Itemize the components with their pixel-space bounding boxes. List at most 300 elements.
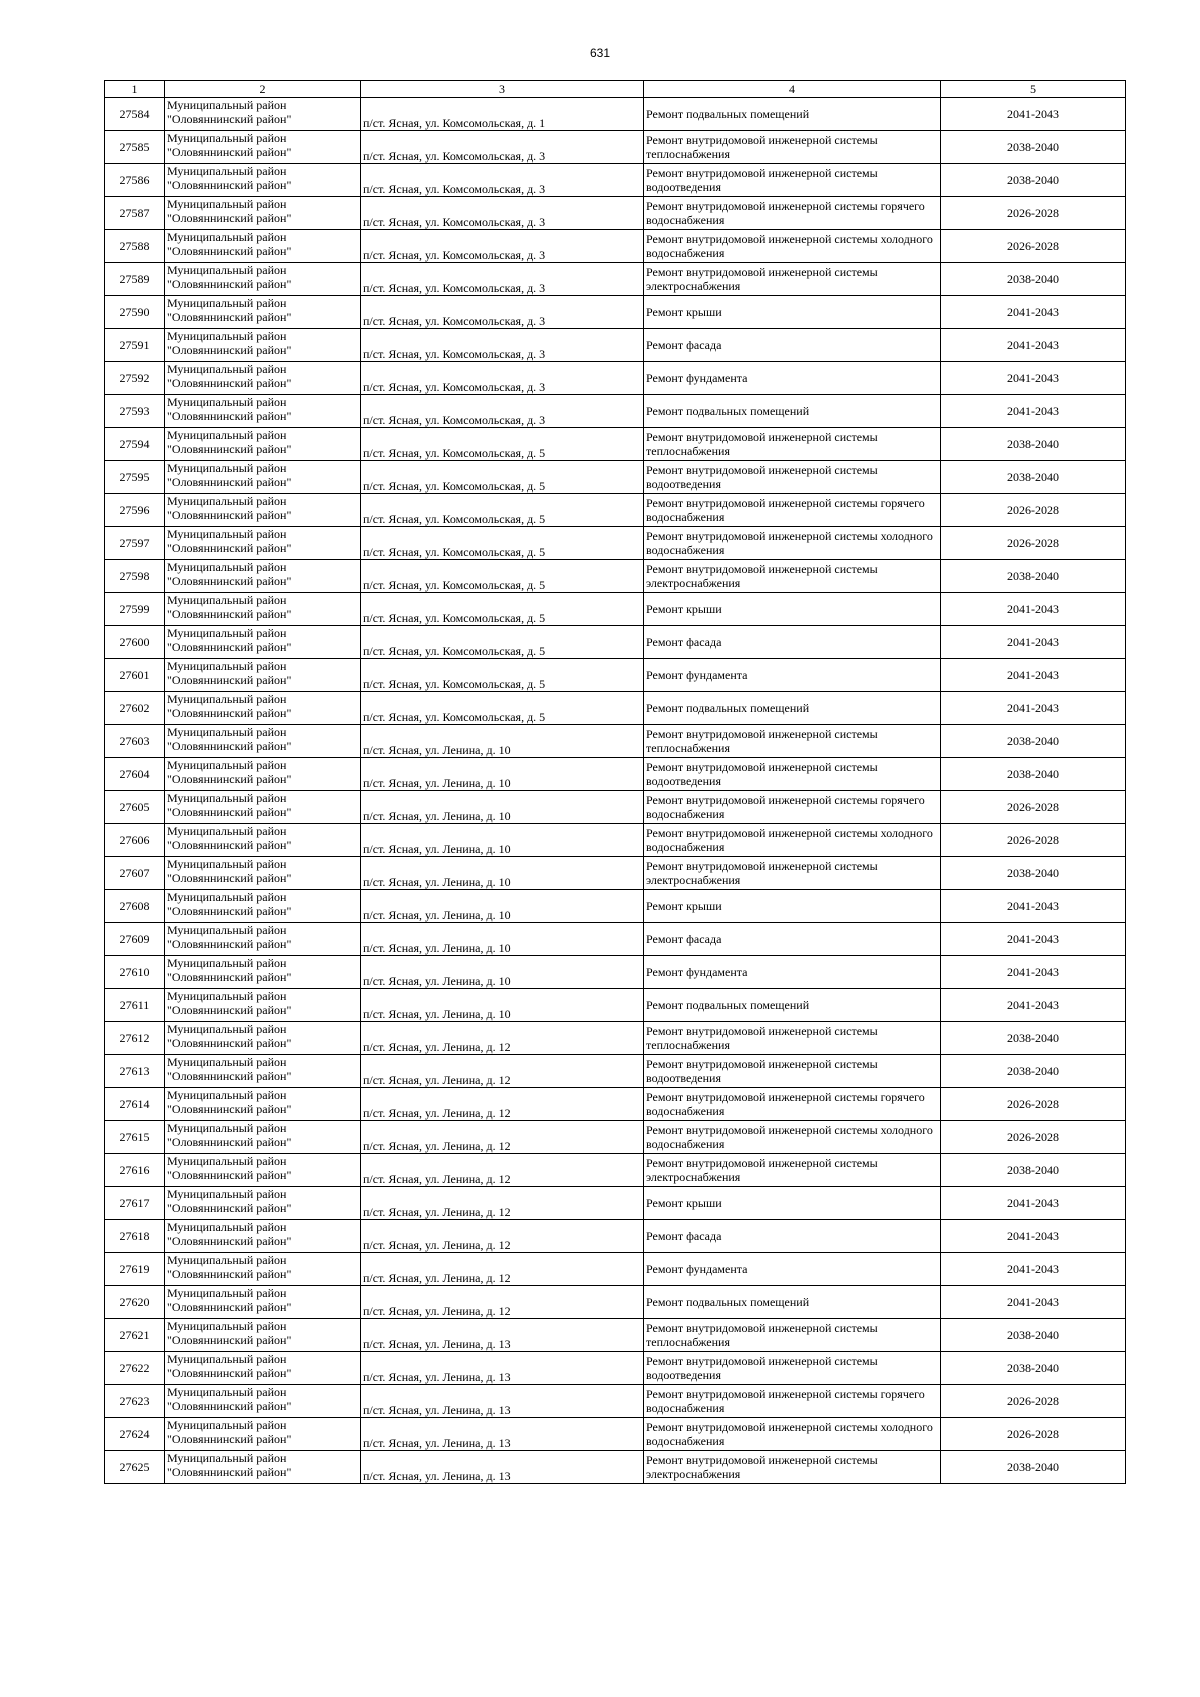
period-cell: 2026-2028	[941, 230, 1126, 263]
municipality-cell	[165, 1121, 361, 1154]
municipality-name: "Оловяннинский район"	[167, 343, 292, 357]
municipality-name: "Оловяннинский район"	[167, 1201, 292, 1215]
row-number-cell: 27620	[105, 1286, 165, 1319]
address-cell: п/ст. Ясная, ул. Комсомольская, д. 3	[361, 296, 644, 329]
row-number-cell: 27612	[105, 1022, 165, 1055]
work-type-cell: Ремонт внутридомовой инженерной системы водоотведения	[644, 461, 941, 494]
municipality-type: Муниципальный район	[167, 164, 287, 178]
period-cell: 2026-2028	[941, 1088, 1126, 1121]
row-number-cell: 27591	[105, 329, 165, 362]
row-number-cell: 27611	[105, 989, 165, 1022]
municipality-type: Муниципальный район	[167, 296, 287, 310]
row-number-cell: 27623	[105, 1385, 165, 1418]
municipality-name: "Оловяннинский район"	[167, 607, 292, 621]
table-row	[105, 329, 1126, 362]
address-cell: п/ст. Ясная, ул. Комсомольская, д. 3	[361, 230, 644, 263]
municipality-name: "Оловяннинский район"	[167, 739, 292, 753]
address-cell: п/ст. Ясная, ул. Ленина, д. 12	[361, 1220, 644, 1253]
work-type-cell: Ремонт внутридомовой инженерной системы электроснабжения	[644, 857, 941, 890]
municipality-type: Муниципальный район	[167, 725, 287, 739]
municipality-type: Муниципальный район	[167, 197, 287, 211]
work-type-cell: Ремонт внутридомовой инженерной системы теплоснабжения	[644, 131, 941, 164]
column-header-2: 2	[165, 81, 361, 98]
period-cell: 2041-2043	[941, 98, 1126, 131]
municipality-cell	[165, 923, 361, 956]
period-cell: 2038-2040	[941, 164, 1126, 197]
municipality-name: "Оловяннинский район"	[167, 178, 292, 192]
table-row	[105, 1286, 1126, 1319]
address-cell: п/ст. Ясная, ул. Комсомольская, д. 5	[361, 659, 644, 692]
municipality-name: "Оловяннинский район"	[167, 211, 292, 225]
municipality-name: "Оловяннинский район"	[167, 145, 292, 159]
municipality-cell	[165, 164, 361, 197]
period-cell: 2038-2040	[941, 1352, 1126, 1385]
address-cell: п/ст. Ясная, ул. Ленина, д. 12	[361, 1253, 644, 1286]
table-row	[105, 1154, 1126, 1187]
column-header-5: 5	[941, 81, 1126, 98]
work-type-cell: Ремонт подвальных помещений	[644, 98, 941, 131]
municipality-type: Муниципальный район	[167, 362, 287, 376]
municipality-cell	[165, 626, 361, 659]
municipality-cell	[165, 659, 361, 692]
period-cell: 2041-2043	[941, 1253, 1126, 1286]
municipality-name: "Оловяннинский район"	[167, 1366, 292, 1380]
municipality-name: "Оловяннинский район"	[167, 1300, 292, 1314]
work-type-cell: Ремонт крыши	[644, 1187, 941, 1220]
address-cell: п/ст. Ясная, ул. Комсомольская, д. 5	[361, 626, 644, 659]
municipality-type: Муниципальный район	[167, 263, 287, 277]
address-cell: п/ст. Ясная, ул. Ленина, д. 10	[361, 956, 644, 989]
row-number-cell: 27597	[105, 527, 165, 560]
period-cell: 2038-2040	[941, 1319, 1126, 1352]
table-row	[105, 824, 1126, 857]
table-row	[105, 989, 1126, 1022]
row-number-cell: 27622	[105, 1352, 165, 1385]
address-cell: п/ст. Ясная, ул. Ленина, д. 13	[361, 1418, 644, 1451]
row-number-cell: 27609	[105, 923, 165, 956]
period-cell: 2038-2040	[941, 1451, 1126, 1484]
municipality-cell	[165, 1418, 361, 1451]
work-type-cell: Ремонт внутридомовой инженерной системы электроснабжения	[644, 263, 941, 296]
municipality-name: "Оловяннинский район"	[167, 277, 292, 291]
table-row	[105, 560, 1126, 593]
period-cell: 2038-2040	[941, 857, 1126, 890]
work-type-cell: Ремонт подвальных помещений	[644, 395, 941, 428]
municipality-cell	[165, 98, 361, 131]
municipality-name: "Оловяннинский район"	[167, 640, 292, 654]
municipality-name: "Оловяннинский район"	[167, 1465, 292, 1479]
address-cell: п/ст. Ясная, ул. Ленина, д. 10	[361, 989, 644, 1022]
municipality-cell	[165, 824, 361, 857]
period-cell: 2041-2043	[941, 593, 1126, 626]
row-number-cell: 27586	[105, 164, 165, 197]
municipality-cell	[165, 1055, 361, 1088]
row-number-cell: 27615	[105, 1121, 165, 1154]
municipality-type: Муниципальный район	[167, 1187, 287, 1201]
period-cell: 2038-2040	[941, 461, 1126, 494]
row-number-cell: 27601	[105, 659, 165, 692]
address-cell: п/ст. Ясная, ул. Ленина, д. 12	[361, 1286, 644, 1319]
period-cell: 2038-2040	[941, 428, 1126, 461]
municipality-type: Муниципальный район	[167, 1451, 287, 1465]
municipality-type: Муниципальный район	[167, 626, 287, 640]
work-type-cell: Ремонт внутридомовой инженерной системы водоотведения	[644, 758, 941, 791]
municipality-type: Муниципальный район	[167, 659, 287, 673]
period-cell: 2041-2043	[941, 956, 1126, 989]
table-row	[105, 494, 1126, 527]
column-header-1: 1	[105, 81, 165, 98]
work-type-cell: Ремонт внутридомовой инженерной системы электроснабжения	[644, 1154, 941, 1187]
row-number-cell: 27599	[105, 593, 165, 626]
municipality-cell	[165, 395, 361, 428]
address-cell: п/ст. Ясная, ул. Ленина, д. 10	[361, 758, 644, 791]
table-row	[105, 626, 1126, 659]
municipality-name: "Оловяннинский район"	[167, 574, 292, 588]
address-cell: п/ст. Ясная, ул. Комсомольская, д. 3	[361, 362, 644, 395]
municipality-name: "Оловяннинский район"	[167, 805, 292, 819]
municipality-type: Муниципальный район	[167, 890, 287, 904]
address-cell: п/ст. Ясная, ул. Ленина, д. 12	[361, 1121, 644, 1154]
address-cell: п/ст. Ясная, ул. Ленина, д. 12	[361, 1088, 644, 1121]
column-header-3: 3	[361, 81, 644, 98]
table-row	[105, 593, 1126, 626]
period-cell: 2041-2043	[941, 1220, 1126, 1253]
municipality-name: "Оловяннинский район"	[167, 1036, 292, 1050]
table-row	[105, 1187, 1126, 1220]
municipality-type: Муниципальный район	[167, 692, 287, 706]
row-number-cell: 27598	[105, 560, 165, 593]
work-type-cell: Ремонт внутридомовой инженерной системы теплоснабжения	[644, 428, 941, 461]
work-type-cell: Ремонт фасада	[644, 923, 941, 956]
municipality-type: Муниципальный район	[167, 1022, 287, 1036]
work-type-cell: Ремонт фасада	[644, 329, 941, 362]
table-row	[105, 1121, 1126, 1154]
table-row	[105, 1352, 1126, 1385]
municipality-type: Муниципальный район	[167, 329, 287, 343]
municipality-name: "Оловяннинский район"	[167, 706, 292, 720]
table-row	[105, 428, 1126, 461]
municipality-cell	[165, 560, 361, 593]
address-cell: п/ст. Ясная, ул. Комсомольская, д. 3	[361, 395, 644, 428]
period-cell: 2041-2043	[941, 692, 1126, 725]
period-cell: 2026-2028	[941, 1418, 1126, 1451]
table-row	[105, 1088, 1126, 1121]
period-cell: 2026-2028	[941, 197, 1126, 230]
municipality-name: "Оловяннинский район"	[167, 838, 292, 852]
work-type-cell: Ремонт внутридомовой инженерной системы холодного водоснабжения	[644, 230, 941, 263]
row-number-cell: 27592	[105, 362, 165, 395]
table-row	[105, 164, 1126, 197]
municipality-type: Муниципальный район	[167, 527, 287, 541]
work-type-cell: Ремонт подвальных помещений	[644, 692, 941, 725]
row-number-cell: 27613	[105, 1055, 165, 1088]
header-row	[105, 81, 1126, 98]
municipality-type: Муниципальный район	[167, 494, 287, 508]
municipality-type: Муниципальный район	[167, 1253, 287, 1267]
period-cell: 2041-2043	[941, 989, 1126, 1022]
work-type-cell: Ремонт фундамента	[644, 362, 941, 395]
row-number-cell: 27596	[105, 494, 165, 527]
page-number: 631	[589, 46, 611, 60]
address-cell: п/ст. Ясная, ул. Ленина, д. 13	[361, 1385, 644, 1418]
work-type-cell: Ремонт подвальных помещений	[644, 989, 941, 1022]
row-number-cell: 27617	[105, 1187, 165, 1220]
work-type-cell: Ремонт фасада	[644, 626, 941, 659]
work-type-cell: Ремонт внутридомовой инженерной системы горячего водоснабжения	[644, 1385, 941, 1418]
municipality-type: Муниципальный район	[167, 758, 287, 772]
work-type-cell: Ремонт внутридомовой инженерной системы горячего водоснабжения	[644, 494, 941, 527]
address-cell: п/ст. Ясная, ул. Ленина, д. 10	[361, 890, 644, 923]
address-cell: п/ст. Ясная, ул. Комсомольская, д. 5	[361, 428, 644, 461]
work-type-cell: Ремонт внутридомовой инженерной системы теплоснабжения	[644, 1022, 941, 1055]
address-cell: п/ст. Ясная, ул. Комсомольская, д. 3	[361, 197, 644, 230]
municipality-name: "Оловяннинский район"	[167, 1267, 292, 1281]
municipality-name: "Оловяннинский район"	[167, 112, 292, 126]
work-type-cell: Ремонт фундамента	[644, 659, 941, 692]
municipality-name: "Оловяннинский район"	[167, 673, 292, 687]
table-row	[105, 725, 1126, 758]
municipality-cell	[165, 692, 361, 725]
period-cell: 2038-2040	[941, 758, 1126, 791]
municipality-name: "Оловяннинский район"	[167, 1399, 292, 1413]
municipality-type: Муниципальный район	[167, 1319, 287, 1333]
address-cell: п/ст. Ясная, ул. Комсомольская, д. 1	[361, 98, 644, 131]
municipality-name: "Оловяннинский район"	[167, 1102, 292, 1116]
municipality-cell	[165, 131, 361, 164]
address-cell: п/ст. Ясная, ул. Ленина, д. 12	[361, 1055, 644, 1088]
work-type-cell: Ремонт внутридомовой инженерной системы электроснабжения	[644, 560, 941, 593]
municipality-name: "Оловяннинский район"	[167, 904, 292, 918]
row-number-cell: 27602	[105, 692, 165, 725]
municipality-type: Муниципальный район	[167, 1352, 287, 1366]
table-row	[105, 1385, 1126, 1418]
table-row	[105, 131, 1126, 164]
work-type-cell: Ремонт внутридомовой инженерной системы водоотведения	[644, 1352, 941, 1385]
municipality-cell	[165, 956, 361, 989]
table-row	[105, 362, 1126, 395]
municipality-cell	[165, 197, 361, 230]
period-cell: 2038-2040	[941, 1055, 1126, 1088]
row-number-cell: 27610	[105, 956, 165, 989]
table-row	[105, 659, 1126, 692]
municipality-name: "Оловяннинский район"	[167, 1168, 292, 1182]
municipality-name: "Оловяннинский район"	[167, 970, 292, 984]
period-cell: 2038-2040	[941, 560, 1126, 593]
municipality-cell	[165, 362, 361, 395]
municipality-cell	[165, 1319, 361, 1352]
address-cell: п/ст. Ясная, ул. Комсомольская, д. 3	[361, 263, 644, 296]
work-type-cell: Ремонт внутридомовой инженерной системы теплоснабжения	[644, 1319, 941, 1352]
municipality-type: Муниципальный район	[167, 956, 287, 970]
period-cell: 2041-2043	[941, 890, 1126, 923]
period-cell: 2041-2043	[941, 362, 1126, 395]
municipality-name: "Оловяннинский район"	[167, 244, 292, 258]
municipality-cell	[165, 857, 361, 890]
table-row	[105, 956, 1126, 989]
municipality-cell	[165, 758, 361, 791]
table-row	[105, 1319, 1126, 1352]
table-row	[105, 1022, 1126, 1055]
address-cell: п/ст. Ясная, ул. Комсомольская, д. 5	[361, 461, 644, 494]
work-type-cell: Ремонт внутридомовой инженерной системы холодного водоснабжения	[644, 824, 941, 857]
municipality-type: Муниципальный район	[167, 1385, 287, 1399]
address-cell: п/ст. Ясная, ул. Ленина, д. 10	[361, 857, 644, 890]
address-cell: п/ст. Ясная, ул. Комсомольская, д. 5	[361, 692, 644, 725]
municipality-type: Муниципальный район	[167, 791, 287, 805]
table-row	[105, 1451, 1126, 1484]
work-type-cell: Ремонт внутридомовой инженерной системы холодного водоснабжения	[644, 1121, 941, 1154]
row-number-cell: 27585	[105, 131, 165, 164]
work-type-cell: Ремонт внутридомовой инженерной системы водоотведения	[644, 164, 941, 197]
row-number-cell: 27605	[105, 791, 165, 824]
municipality-cell	[165, 461, 361, 494]
period-cell: 2026-2028	[941, 527, 1126, 560]
municipality-name: "Оловяннинский район"	[167, 442, 292, 456]
municipality-cell	[165, 890, 361, 923]
column-header-4: 4	[644, 81, 941, 98]
municipality-type: Муниципальный район	[167, 1154, 287, 1168]
address-cell: п/ст. Ясная, ул. Ленина, д. 13	[361, 1451, 644, 1484]
municipality-cell	[165, 1253, 361, 1286]
row-number-cell: 27618	[105, 1220, 165, 1253]
municipality-cell	[165, 296, 361, 329]
row-number-cell: 27594	[105, 428, 165, 461]
address-cell: п/ст. Ясная, ул. Ленина, д. 12	[361, 1022, 644, 1055]
municipality-type: Муниципальный район	[167, 1055, 287, 1069]
table-row	[105, 395, 1126, 428]
address-cell: п/ст. Ясная, ул. Комсомольская, д. 3	[361, 164, 644, 197]
row-number-cell: 27593	[105, 395, 165, 428]
address-cell: п/ст. Ясная, ул. Ленина, д. 10	[361, 824, 644, 857]
address-cell: п/ст. Ясная, ул. Ленина, д. 10	[361, 791, 644, 824]
work-type-cell: Ремонт внутридомовой инженерной системы водоотведения	[644, 1055, 941, 1088]
municipality-cell	[165, 230, 361, 263]
period-cell: 2041-2043	[941, 1286, 1126, 1319]
municipality-cell	[165, 593, 361, 626]
period-cell: 2038-2040	[941, 725, 1126, 758]
municipality-cell	[165, 1022, 361, 1055]
municipality-type: Муниципальный район	[167, 1220, 287, 1234]
work-type-cell: Ремонт внутридомовой инженерной системы горячего водоснабжения	[644, 1088, 941, 1121]
repair-schedule-table	[104, 80, 1126, 1484]
table-row	[105, 758, 1126, 791]
table-row	[105, 692, 1126, 725]
municipality-cell	[165, 725, 361, 758]
table-row	[105, 230, 1126, 263]
municipality-name: "Оловяннинский район"	[167, 1432, 292, 1446]
municipality-type: Муниципальный район	[167, 461, 287, 475]
address-cell: п/ст. Ясная, ул. Комсомольская, д. 5	[361, 560, 644, 593]
row-number-cell: 27625	[105, 1451, 165, 1484]
table-row	[105, 890, 1126, 923]
period-cell: 2041-2043	[941, 395, 1126, 428]
period-cell: 2026-2028	[941, 1385, 1126, 1418]
work-type-cell: Ремонт подвальных помещений	[644, 1286, 941, 1319]
period-cell: 2041-2043	[941, 626, 1126, 659]
address-cell: п/ст. Ясная, ул. Ленина, д. 10	[361, 923, 644, 956]
period-cell: 2026-2028	[941, 494, 1126, 527]
municipality-name: "Оловяннинский район"	[167, 772, 292, 786]
row-number-cell: 27624	[105, 1418, 165, 1451]
municipality-type: Муниципальный район	[167, 395, 287, 409]
municipality-name: "Оловяннинский район"	[167, 937, 292, 951]
municipality-name: "Оловяннинский район"	[167, 871, 292, 885]
address-cell: п/ст. Ясная, ул. Ленина, д. 13	[361, 1319, 644, 1352]
municipality-cell	[165, 1385, 361, 1418]
municipality-cell	[165, 1187, 361, 1220]
table-row	[105, 527, 1126, 560]
address-cell: п/ст. Ясная, ул. Ленина, д. 12	[361, 1187, 644, 1220]
address-cell: п/ст. Ясная, ул. Ленина, д. 10	[361, 725, 644, 758]
row-number-cell: 27621	[105, 1319, 165, 1352]
municipality-name: "Оловяннинский район"	[167, 1333, 292, 1347]
municipality-cell	[165, 1154, 361, 1187]
work-type-cell: Ремонт внутридомовой инженерной системы холодного водоснабжения	[644, 1418, 941, 1451]
municipality-name: "Оловяннинский район"	[167, 508, 292, 522]
municipality-type: Муниципальный район	[167, 1088, 287, 1102]
municipality-cell	[165, 1220, 361, 1253]
table-row	[105, 923, 1126, 956]
municipality-type: Муниципальный район	[167, 560, 287, 574]
row-number-cell: 27595	[105, 461, 165, 494]
row-number-cell: 27589	[105, 263, 165, 296]
municipality-cell	[165, 329, 361, 362]
row-number-cell: 27604	[105, 758, 165, 791]
work-type-cell: Ремонт внутридомовой инженерной системы холодного водоснабжения	[644, 527, 941, 560]
municipality-type: Муниципальный район	[167, 989, 287, 1003]
table-row	[105, 857, 1126, 890]
period-cell: 2041-2043	[941, 1187, 1126, 1220]
address-cell: п/ст. Ясная, ул. Комсомольская, д. 3	[361, 131, 644, 164]
work-type-cell: Ремонт фасада	[644, 1220, 941, 1253]
period-cell: 2026-2028	[941, 791, 1126, 824]
row-number-cell: 27608	[105, 890, 165, 923]
row-number-cell: 27607	[105, 857, 165, 890]
municipality-cell	[165, 1451, 361, 1484]
municipality-cell	[165, 494, 361, 527]
municipality-cell	[165, 791, 361, 824]
row-number-cell: 27614	[105, 1088, 165, 1121]
municipality-type: Муниципальный район	[167, 824, 287, 838]
address-cell: п/ст. Ясная, ул. Комсомольская, д. 5	[361, 494, 644, 527]
period-cell: 2038-2040	[941, 263, 1126, 296]
address-cell: п/ст. Ясная, ул. Комсомольская, д. 5	[361, 593, 644, 626]
municipality-name: "Оловяннинский район"	[167, 310, 292, 324]
work-type-cell: Ремонт крыши	[644, 890, 941, 923]
municipality-cell	[165, 1088, 361, 1121]
table-row	[105, 791, 1126, 824]
municipality-name: "Оловяннинский район"	[167, 1069, 292, 1083]
table-row	[105, 1055, 1126, 1088]
municipality-cell	[165, 527, 361, 560]
municipality-cell	[165, 428, 361, 461]
municipality-name: "Оловяннинский район"	[167, 541, 292, 555]
address-cell: п/ст. Ясная, ул. Комсомольская, д. 5	[361, 527, 644, 560]
work-type-cell: Ремонт внутридомовой инженерной системы горячего водоснабжения	[644, 791, 941, 824]
period-cell: 2026-2028	[941, 824, 1126, 857]
row-number-cell: 27590	[105, 296, 165, 329]
work-type-cell: Ремонт внутридомовой инженерной системы электроснабжения	[644, 1451, 941, 1484]
work-type-cell: Ремонт внутридомовой инженерной системы теплоснабжения	[644, 725, 941, 758]
table-row	[105, 197, 1126, 230]
municipality-name: "Оловяннинский район"	[167, 1234, 292, 1248]
municipality-type: Муниципальный район	[167, 98, 287, 112]
address-cell: п/ст. Ясная, ул. Комсомольская, д. 3	[361, 329, 644, 362]
address-cell: п/ст. Ясная, ул. Ленина, д. 13	[361, 1352, 644, 1385]
period-cell: 2041-2043	[941, 659, 1126, 692]
row-number-cell: 27616	[105, 1154, 165, 1187]
period-cell: 2038-2040	[941, 131, 1126, 164]
